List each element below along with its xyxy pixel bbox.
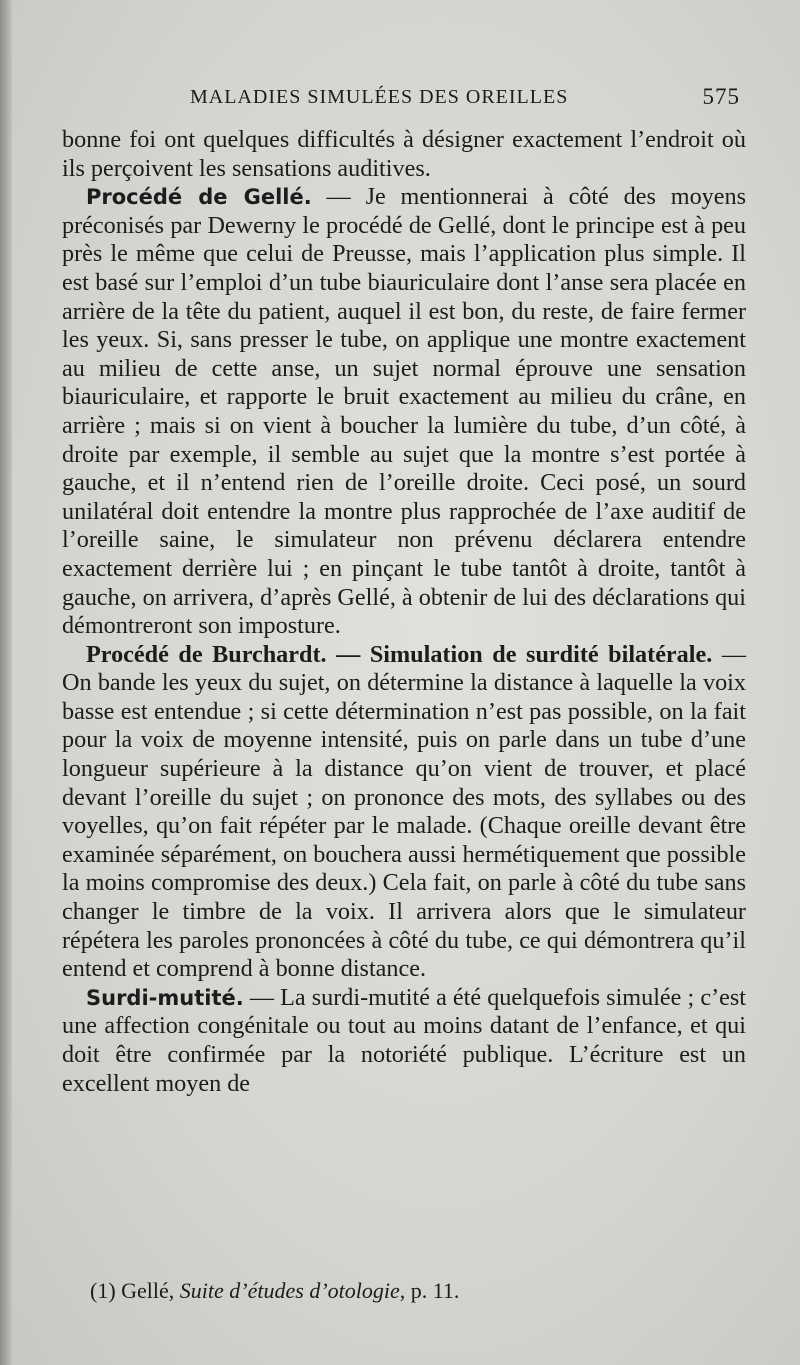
- page-body: [62, 126, 746, 1098]
- section-heading-gelle: Procédé de Gellé.: [86, 185, 312, 210]
- footnote-rest: , p. 11.: [399, 1278, 460, 1303]
- section-heading-surdi-mutite: Surdi-mutité.: [86, 985, 244, 1010]
- paragraph-text: — Je mentionnerai à côté des moyens préconisés par Dewerny le procédé de Gellé, dont le principe est à peu près le même que celui de Preusse, mais l’application plus simple. Il est basé sur l’emploi d’un tube biauriculaire dont l’anse sera placée en arrière de la tête du patient, auquel il est bon, du reste, de faire fermer les yeux. Si, sans presser le tube, on applique une montre exactement au milieu de cette anse, un sujet normal éprouve une sensation biauriculaire, et rapporte le bruit exactement au milieu du crâne, en arrière ; mais si on vient à boucher la lumière du tube, d’un côté, à droite par exemple, il semble au sujet que la montre s’est portée à gauche, et il n’entend rien de l’oreille droite. Ceci posé, un sourd unilatéral doit entendre la montre plus rapprochée de l’axe auditif de l’oreille saine, le simulateur non prévenu déclarera entendre exactement derrière lui ; en pinçant le tube tantôt à droite, tantôt à gauche, on arrivera, d’après Gellé, à obtenir de lui des déclarations qui démontreront son imposture.: [62, 183, 747, 640]
- page-number: 575: [702, 84, 740, 109]
- paragraph-text: — La surdi-mutité a été quelquefois simulée ; c’est une affection congénitale ou tout au moins datant de l’enfance, et qui doit être confirmée par la notoriété publique. L’écriture est un excellent moyen de: [62, 983, 746, 1097]
- paragraph-burchardt: [62, 641, 746, 984]
- footnote-marker: (1) Gellé,: [90, 1278, 180, 1303]
- page-gutter-shadow: [0, 0, 12, 1365]
- paragraph-text: — On bande les yeux du sujet, on détermine la distance à laquelle la voix basse est entendue ; si cette détermination n’est pas possible, on la fait pour la voix de moyenne intensité, puis on parle dans un tube d’une longueur supérieure à la distance qu’on vient de trouver, et placé devant l’oreille du sujet ; on prononce des mots, des syllabes ou des voyelles, qu’on fait répéter par le malade. (Chaque oreille devant être examinée séparément, on bouchera aussi hermétiquement que possible la moins compromise des deux.) Cela fait, on parle à côté du tube sans changer le timbre de la voix. Il arrivera alors que le simulateur répétera les paroles prononcées à côté du tube, ce qui démontrera qu’il entend et comprend à bonne distance.: [62, 640, 747, 983]
- paragraph-continuation: [62, 126, 746, 183]
- running-header: [190, 86, 750, 120]
- paragraph-surdi-mutite: [62, 984, 746, 1098]
- footnote-title: Suite d’études d’otologie: [179, 1278, 400, 1303]
- footnote: [90, 1278, 459, 1304]
- paragraph-text: bonne foi ont quelques difficultés à désigner exactement l’endroit où ils perçoivent les sensations auditives.: [62, 126, 746, 182]
- paragraph-gelle: [62, 183, 746, 641]
- header-title: MALADIES SIMULÉES DES OREILLES: [190, 86, 569, 108]
- section-heading-burchardt: Procédé de Burchardt. — Simulation de surdité bilatérale.: [86, 640, 713, 668]
